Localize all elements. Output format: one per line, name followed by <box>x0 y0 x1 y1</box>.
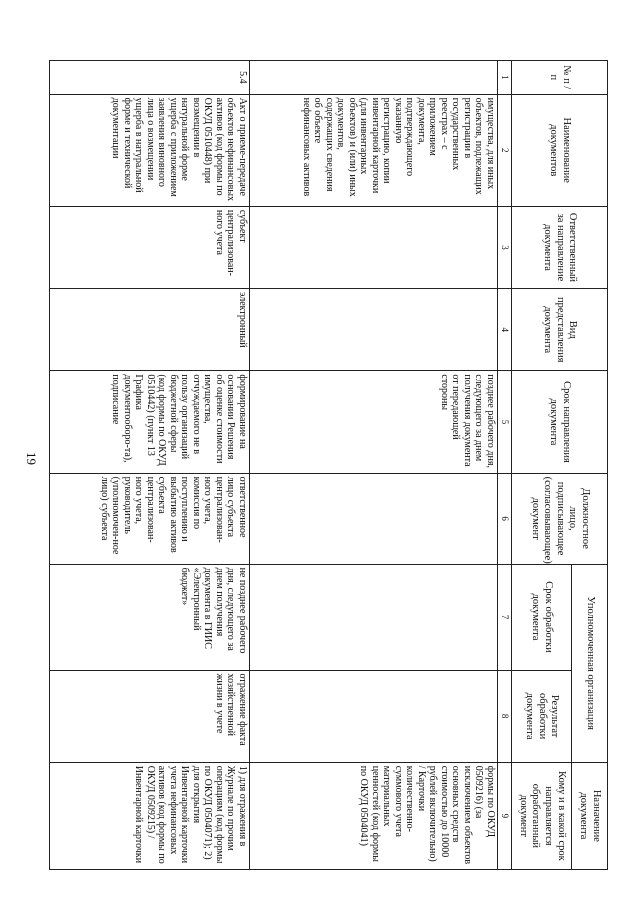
column-number-row <box>498 61 512 870</box>
column-number: 8 <box>498 670 512 762</box>
header-responsible: Ответственный за направление документа <box>512 206 608 288</box>
row-number: 5.4 <box>50 61 250 95</box>
column-number: 9 <box>498 762 512 869</box>
header-recipient: Кому и в какой срок направляется обработанный документ <box>512 762 572 869</box>
header-number: № п / п <box>512 61 608 95</box>
presentation-kind <box>250 289 498 371</box>
processing-result <box>250 670 498 762</box>
header-processing-deadline: Срок обработки документа <box>512 564 572 670</box>
responsible: субъект централизован-ного учета <box>50 206 250 288</box>
header-official: Должностное лицо, подписывающее (согласовывающее) документ <box>512 473 608 564</box>
header-kind: Вид представления документа <box>512 289 608 371</box>
rotated-table-wrapper <box>49 60 608 870</box>
header-row-top <box>572 61 608 870</box>
document-flow-table <box>49 60 608 870</box>
recipient: 1) для отражения в Журнале по прочим операциям (код формы по ОКУД 0504071); 2) для открытия Инвентарной карточки учета нефинансовых активов (код формы по ОКУД 0509215) / Инвентарной карточки <box>50 762 250 869</box>
header-processing-result: Результат обработки документа <box>512 670 572 762</box>
header-deadline: Срок направления документа <box>512 371 608 473</box>
signing-official: ответственное лицо субъекта централизован-ного учета, комиссия по поступлению и выбытию активов субъекта централизован-ного учета, руководитель (уполномочен-ное лицо) субъекта <box>50 473 250 564</box>
header-name: Наименование документов <box>512 94 608 206</box>
column-number: 1 <box>498 61 512 95</box>
send-deadline: позднее рабочего дня, следующего за днем получения документа от передающей стороны <box>250 371 498 473</box>
processing-deadline: не позднее рабочего дня, следующего за днем получения документа в ГИИС «Электронный бюджет» <box>50 564 250 670</box>
column-number: 4 <box>498 289 512 371</box>
recipient: формы по ОКУД 0509216) (за исключением объектов основных средств стоимостью до 10000 рублей включительно) / Карточки количественно-суммового учета материальных ценностей (код формы по ОКУД 0504041) <box>250 762 498 869</box>
header-authorized-group: Уполномоченная организация <box>572 564 608 762</box>
column-number: 7 <box>498 564 512 670</box>
processing-result: отражение факта хозяйственной жизни в учете <box>50 670 250 762</box>
page-number: 19 <box>24 452 39 465</box>
document-name: имущества, для иных объектов, подлежащих регистрации в государственных реестрах – с приложением документа, подтверждающего указанную регистрацию, копии инвентарной карточки (для инвентарных объектов) и (или) иных документов, содержащих сведения об объекте нефинансовых активов <box>250 94 498 206</box>
column-number: 5 <box>498 371 512 473</box>
presentation-kind: электронный <box>50 289 250 371</box>
column-number: 2 <box>498 94 512 206</box>
responsible <box>250 206 498 288</box>
signing-official <box>250 473 498 564</box>
table-row <box>250 61 498 870</box>
column-number: 3 <box>498 206 512 288</box>
column-number: 6 <box>498 473 512 564</box>
table-row <box>50 61 250 870</box>
send-deadline: формирование на основании Решения об оценке стоимости имущества, отчуждаемого не в пользу организаций бюджетной сферы (код формы по ОКУД 0510442) (пункт 13 Графика документооборо-та), подписание <box>50 371 250 473</box>
header-purpose-group: Назначение документа <box>572 762 608 869</box>
document-name: Акт о приеме-передаче объектов нефинансовых активов (код формы по ОКУД 0510448) при возмещении в натуральной форме ущерба с приложением заявления виновного лица о возмещении ущерба в натуральной форме и технической документации <box>50 94 250 206</box>
row-number <box>250 61 498 95</box>
processing-deadline <box>250 564 498 670</box>
